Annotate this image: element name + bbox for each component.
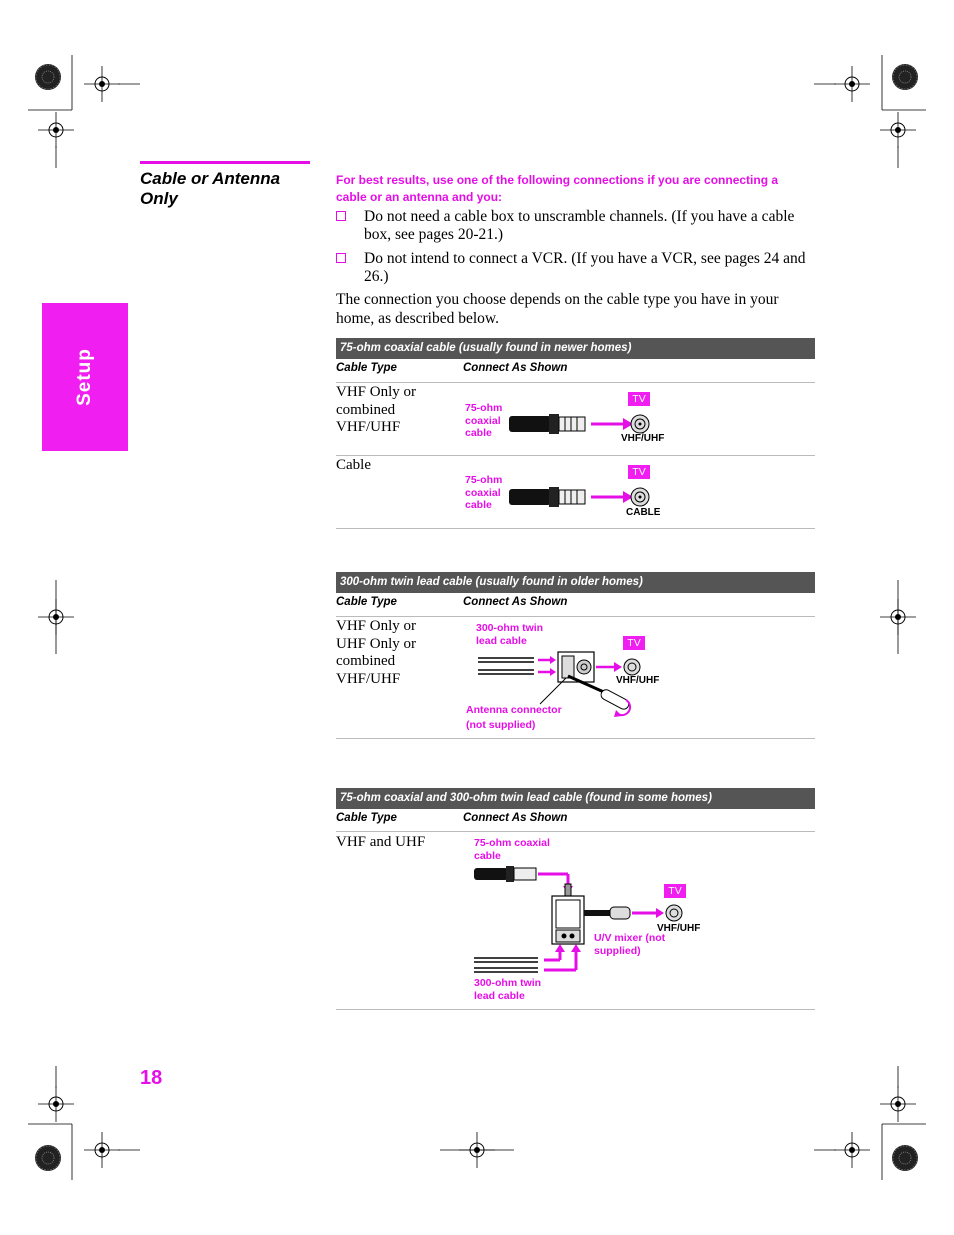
- tv-badge: TV: [628, 392, 650, 406]
- column-header-connect: Connect As Shown: [463, 362, 568, 374]
- bullet-text: Do not intend to connect a VCR. (If you have a VCR, see pages 24 and 26.): [364, 250, 806, 285]
- column-header-connect: Connect As Shown: [463, 812, 568, 824]
- bullet-text: Do not need a cable box to unscramble channels. (If you have a cable box, see pages 20-21.): [364, 208, 795, 243]
- tv-badge: TV: [623, 636, 645, 650]
- tv-badge: TV: [628, 465, 650, 479]
- table-header-bar: 75-ohm coaxial and 300-ohm twin lead cable (found in some homes): [336, 788, 815, 809]
- mixer-connection-diagram: [472, 862, 692, 978]
- column-header-cable-type: Cable Type: [336, 596, 397, 608]
- cable-label: 300-ohm twin lead cable: [476, 622, 544, 647]
- checkbox-bullet-icon: [336, 253, 346, 263]
- jack-label: VHF/UHF: [616, 675, 660, 686]
- cable-type-cell: Cable: [336, 457, 371, 473]
- column-header-connect: Connect As Shown: [463, 596, 568, 608]
- divider: [336, 455, 815, 456]
- cable-type-cell: VHF Only or combined VHF/UHF: [336, 384, 417, 435]
- divider: [336, 616, 815, 617]
- jack-label: VHF/UHF: [621, 433, 665, 444]
- jack-label: CABLE: [626, 507, 661, 518]
- divider: [336, 831, 815, 832]
- checkbox-bullet-icon: [336, 211, 346, 221]
- jack-label: VHF/UHF: [657, 923, 701, 934]
- side-tab-label: Setup: [74, 348, 95, 406]
- section-title: Cable or Antenna Only: [140, 169, 281, 208]
- cable-label: 75-ohm coaxial cable: [465, 402, 503, 439]
- divider: [336, 738, 815, 739]
- cable-type-cell: VHF and UHF: [336, 834, 426, 850]
- divider: [336, 382, 815, 383]
- coax-connection-diagram: [505, 408, 665, 438]
- title-rule: [140, 161, 310, 164]
- connector-label: Antenna connector (not supplied): [466, 704, 562, 731]
- coax-label: 75-ohm coaxial cable: [474, 837, 550, 862]
- twin-lead-label: 300-ohm twin lead cable: [474, 977, 542, 1002]
- divider: [336, 1009, 815, 1010]
- bullet-item: [336, 250, 814, 286]
- mixer-label: U/V mixer (not supplied): [594, 932, 666, 957]
- cable-label: 75-ohm coaxial cable: [465, 474, 503, 511]
- table-header-bar: 75-ohm coaxial cable (usually found in newer homes): [336, 338, 815, 359]
- bullet-item: [336, 208, 814, 244]
- coax-connection-diagram: [505, 481, 665, 511]
- table-header-bar: 300-ohm twin lead cable (usually found in older homes): [336, 572, 815, 593]
- column-header-cable-type: Cable Type: [336, 812, 397, 824]
- divider: [336, 528, 815, 529]
- page-number: 18: [140, 1067, 163, 1089]
- description: The connection you choose depends on the cable type you have in your home, as described below.: [336, 291, 779, 327]
- intro-text: For best results, use one of the following connections if you are connecting a cable or an antenna and you:: [336, 173, 779, 204]
- twin-lead-connection-diagram: [476, 648, 666, 720]
- tv-badge: TV: [664, 884, 686, 898]
- side-tab: [42, 303, 128, 451]
- cable-type-cell: VHF Only or UHF Only or combined VHF/UHF: [336, 618, 417, 687]
- column-header-cable-type: Cable Type: [336, 362, 397, 374]
